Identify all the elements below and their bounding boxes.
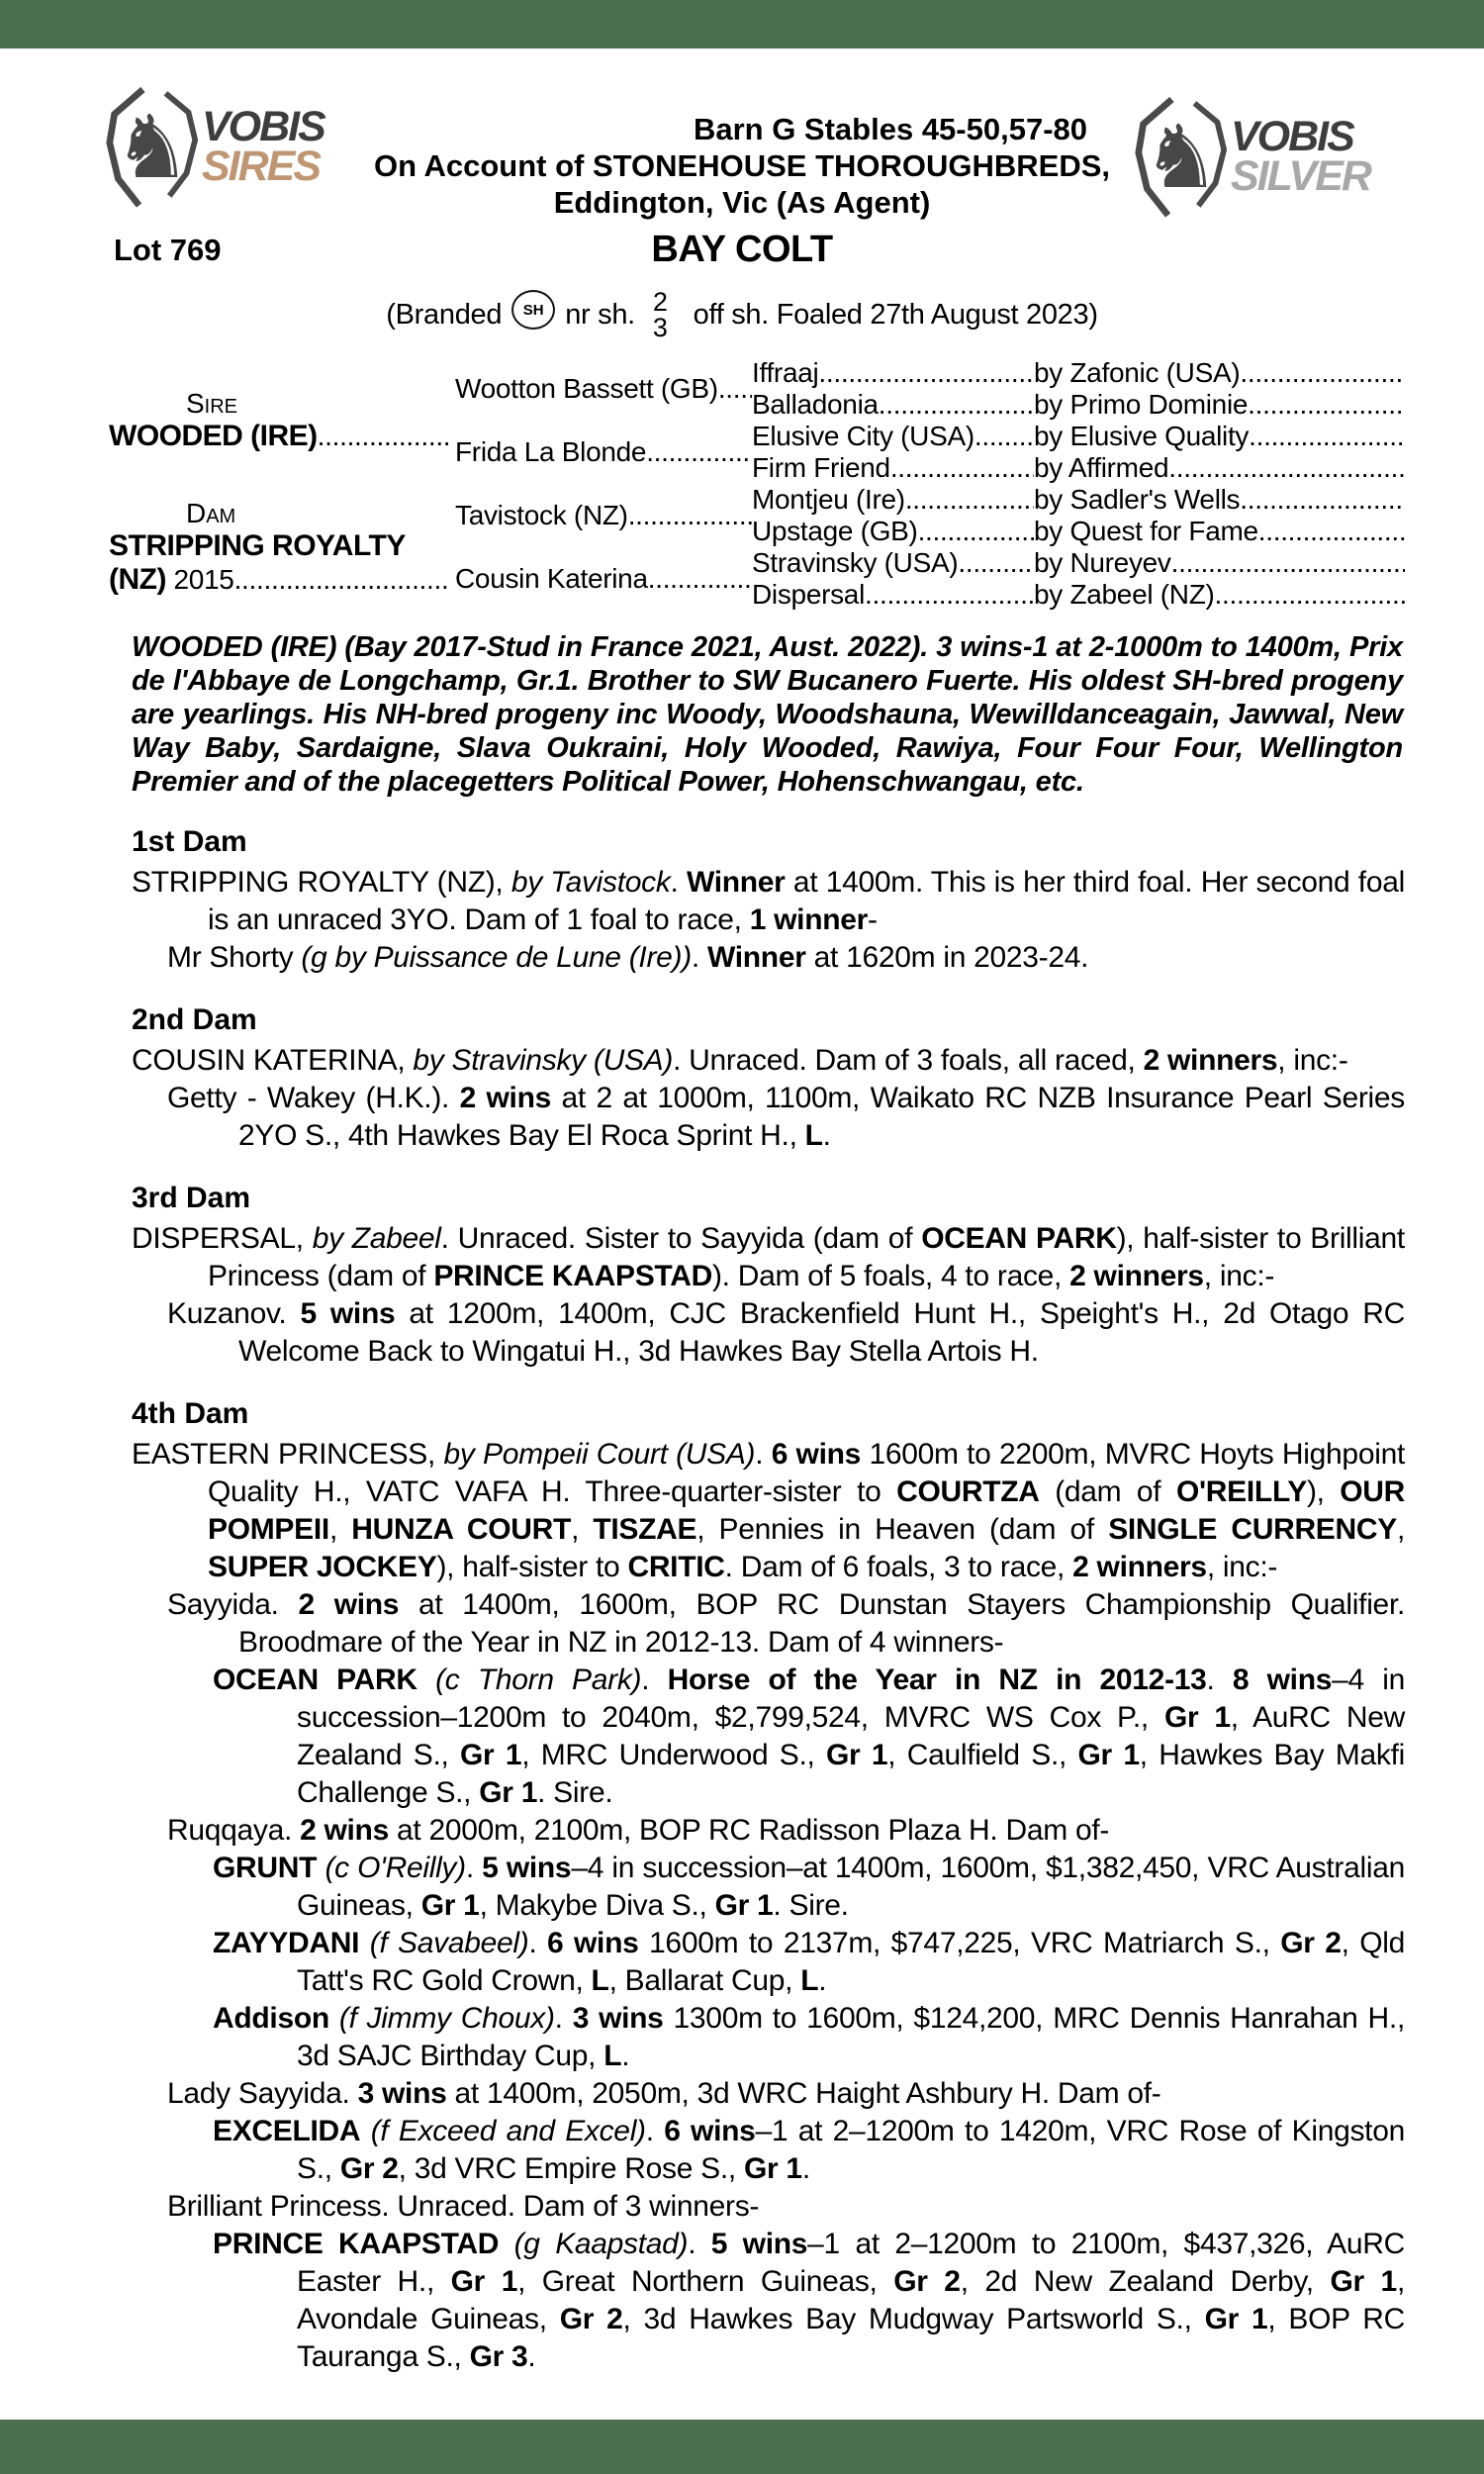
- parent-name: Frida La Blonde: [455, 436, 647, 467]
- bottom-green-bar: [0, 2420, 1484, 2474]
- fraction-top: 2: [652, 287, 668, 317]
- dot-leader: [718, 373, 752, 405]
- grandparent-name: Stravinsky (USA): [752, 547, 959, 578]
- dam-paragraph: COUSIN KATERINA, by Stravinsky (USA). Unraced. Dam of 3 foals, all raced, 2 winners, inc:-: [132, 1044, 1348, 1077]
- progeny-paragraph: Brilliant Princess. Unraced. Dam of 3 winners-: [167, 2190, 760, 2223]
- dot-leader: [1240, 357, 1405, 389]
- dot-leader: [818, 357, 1034, 389]
- dot-leader: [1215, 579, 1405, 611]
- grandparent-sire: by Zafonic (USA): [1034, 357, 1241, 388]
- progeny-paragraph: PRINCE KAAPSTAD (g Kaapstad). 5 wins–1 at 2–1200m to 2100m, $437,326, AuRC Easter H., Gr 1, Great Northern Guineas, Gr 2, 2d New Zealand Derby, Gr 1, Avondale Guineas, Gr 2, 3d Hawkes Bay Mudgway Partsworld S., Gr 1, BOP RC Tauranga S., Gr 3.: [213, 2228, 1405, 2373]
- dot-leader: [1258, 516, 1405, 547]
- branded-line: [0, 282, 1484, 347]
- horse-rider-icon: [105, 85, 200, 210]
- pedigree-table: [109, 357, 1405, 611]
- dam-name: STRIPPING ROYALTY: [109, 529, 406, 562]
- dot-leader: [890, 452, 1034, 484]
- brand-fraction: [653, 289, 668, 340]
- dot-leader: [918, 516, 1034, 547]
- section-3rd-dam: [132, 1181, 1405, 1371]
- logo-word-sires: SIRES: [202, 143, 321, 190]
- grandparent-name: Balladonia: [752, 389, 879, 420]
- grandparent-name: Elusive City (USA): [752, 421, 974, 451]
- dot-leader: [628, 500, 752, 531]
- dam-paragraph: DISPERSAL, by Zabeel. Unraced. Sister to Sayyida (dam of OCEAN PARK), half-sister to Brilliant Princess (dam of PRINCE KAAPSTAD). Dam of 5 foals, 4 to race, 2 winners, inc:-: [132, 1222, 1405, 1292]
- lot-number: Lot 769: [114, 233, 222, 267]
- section-1st-dam: [132, 824, 1405, 977]
- page-title: BAY COLT: [651, 229, 833, 270]
- dot-leader: [1249, 421, 1405, 452]
- sire-name: WOODED (IRE): [109, 420, 318, 452]
- branded-mid: nr sh.: [565, 298, 635, 331]
- grandparent-name: Upstage (GB): [752, 516, 918, 546]
- dam-year-value: 2015: [173, 564, 234, 595]
- dot-leader: [958, 547, 1034, 579]
- svg-text:♞: ♞: [113, 95, 192, 198]
- dam-paragraph: EASTERN PRINCESS, by Pompeii Court (USA). 6 wins 1600m to 2200m, MVRC Hoyts Highpoint Quality H., VATC VAFA H. Three-quarter-sister to COURTZA (dam of O'REILLY), OUR POMPEII, HUNZA COURT, TISZAE, Pennies in Heaven (dam of SINGLE CURRENCY, SUPER JOCKEY), half-sister to CRITIC. Dam of 6 foals, 3 to race, 2 winners, inc:-: [132, 1438, 1406, 1583]
- grandparent-name: Iffraaj: [752, 357, 819, 388]
- lot-row: [0, 229, 1484, 276]
- dot-leader: [1168, 452, 1405, 484]
- section-2nd-dam: [132, 1002, 1405, 1155]
- grandparent-sire: by Elusive Quality: [1034, 421, 1250, 451]
- parent-name: Tavistock (NZ): [455, 500, 628, 530]
- progeny-paragraph: Kuzanov. 5 wins at 1200m, 1400m, CJC Brackenfield Hunt H., Speight's H., 2d Otago RC Welcome Back to Wingatui H., 3d Hawkes Bay Stella Artois H.: [167, 1297, 1405, 1368]
- grandparent-name: Dispersal: [752, 579, 866, 610]
- dot-leader: [648, 563, 752, 595]
- branded-prefix: (Branded: [386, 298, 503, 331]
- grandparent-name: Montjeu (Ire): [752, 484, 905, 515]
- parent-name: Cousin Katerina: [455, 563, 648, 594]
- header-location-line: Eddington, Vic (As Agent): [553, 185, 931, 220]
- dot-leader: [318, 421, 451, 452]
- progeny-paragraph: Lady Sayyida. 3 wins at 1400m, 2050m, 3d WRC Haight Ashbury H. Dam of-: [167, 2077, 1161, 2110]
- sire-label: Sire: [186, 388, 238, 419]
- parent-name: Wootton Bassett (GB): [455, 373, 718, 404]
- svg-text:♞: ♞: [1142, 105, 1221, 208]
- section-heading: 3rd Dam: [132, 1182, 251, 1214]
- logo-word-vobis: VOBIS: [1231, 113, 1353, 161]
- logo-word-silver: SILVER: [1231, 152, 1370, 200]
- dot-leader: [646, 436, 752, 468]
- fraction-bottom: 3: [652, 313, 668, 342]
- grandparent-sire: by Quest for Fame: [1034, 516, 1258, 546]
- branded-suffix: off sh. Foaled 27th August 2023): [693, 298, 1098, 331]
- progeny-paragraph: EXCELIDA (f Exceed and Excel). 6 wins–1 at 2–1200m to 1420m, VRC Rose of Kingston S., Gr 2, 3d VRC Empire Rose S., Gr 1.: [213, 2115, 1405, 2185]
- section-heading: 1st Dam: [132, 825, 247, 858]
- dam-name-suffix: (NZ): [109, 563, 166, 596]
- dam-block: [109, 484, 455, 611]
- progeny-paragraph: Ruqqaya. 2 wins at 2000m, 2100m, BOP RC Radisson Plaza H. Dam of-: [167, 1814, 1110, 1847]
- grandparent-name: Firm Friend: [752, 452, 890, 483]
- grandparent-sire: by Sadler's Wells: [1034, 484, 1241, 515]
- grandparent-sire: by Primo Dominie: [1034, 389, 1249, 420]
- progeny-paragraph: Getty - Wakey (H.K.). 2 wins at 2 at 1000m, 1100m, Waikato RC NZB Insurance Pearl Series 2YO S., 4th Hawkes Bay El Roca Sprint H., L.: [167, 1082, 1406, 1152]
- progeny-paragraph: OCEAN PARK (c Thorn Park). Horse of the Year in NZ in 2012-13. 8 wins–4 in succession–1200m to 2040m, $2,799,524, MVRC WS Cox P., Gr 1, AuRC New Zealand S., Gr 1, MRC Underwood S., Gr 1, Caulfield S., Gr 1, Hawkes Bay Makfi Challenge S., Gr 1. Sire.: [213, 1664, 1406, 1809]
- dot-leader: [905, 484, 1034, 516]
- progeny-paragraph: Mr Shorty (g by Puissance de Lune (Ire)). Winner at 1620m in 2023-24.: [167, 941, 1089, 974]
- progeny-paragraph: Addison (f Jimmy Choux). 3 wins 1300m to 1600m, $124,200, MRC Dennis Hanrahan H., 3d SAJC Birthday Cup, L.: [213, 2002, 1405, 2072]
- grandparent-sire: by Zabeel (NZ): [1034, 579, 1215, 610]
- dot-leader: [974, 421, 1034, 452]
- section-heading: 2nd Dam: [132, 1003, 257, 1036]
- logo-word-vobis: VOBIS: [202, 103, 325, 151]
- sire-summary: WOODED (IRE) (Bay 2017-Stud in France 2021, Aust. 2022). 3 wins-1 at 2-1000m to 1400m, Prix de l'Abbaye de Longchamp, Gr.1. Brother to SW Bucanero Fuerte. His oldest SH-bred progeny are yearlings. His NH-bred progeny inc Woody, Woodshauna, Wewilldanceagain, Jawwal, New Way Baby, Sardaigne, Slava Oukraini, Holy Wooded, Rawiya, Four Four Four, Wellington Premier and of the placegetters Political Power, Hohenschwangau, etc.: [132, 631, 1403, 798]
- top-green-bar: [0, 0, 1484, 48]
- brand-mark: SH: [511, 290, 555, 330]
- section-4th-dam: [132, 1396, 1405, 2376]
- progeny-paragraph: ZAYYDANI (f Savabeel). 6 wins 1600m to 2137m, $747,225, VRC Matriarch S., Gr 2, Qld Tatt's RC Gold Crown, L, Ballarat Cup, L.: [213, 1927, 1405, 1997]
- dot-leader: [865, 579, 1034, 611]
- progeny-paragraph: GRUNT (c O'Reilly). 5 wins–4 in succession–at 1400m, 1600m, $1,382,450, VRC Australian Guineas, Gr 1, Makybe Diva S., Gr 1. Sire.: [213, 1852, 1405, 1922]
- grandparent-sire: by Affirmed: [1034, 452, 1169, 483]
- dot-leader: [1240, 484, 1405, 516]
- progeny-paragraph: Sayyida. 2 wins at 1400m, 1600m, BOP RC Dunstan Stayers Championship Qualifier. Broodmare of the Year in NZ in 2012-13. Dam of 4 winners-: [167, 1588, 1406, 1659]
- pedigree-text: [132, 824, 1405, 2376]
- sire-block: [109, 357, 455, 484]
- dot-leader: [1248, 389, 1405, 421]
- header-account-line: On Account of STONEHOUSE THOROUGHBREDS,: [373, 148, 1111, 183]
- dam-label: Dam: [186, 498, 236, 528]
- section-heading: 4th Dam: [132, 1397, 249, 1430]
- dot-leader: [234, 564, 451, 596]
- dam-paragraph: STRIPPING ROYALTY (NZ), by Tavistock. Winner at 1400m. This is her third foal. Her second foal is an unraced 3YO. Dam of 1 foal to race, 1 winner-: [132, 866, 1405, 936]
- grandparent-sire: by Nureyev: [1034, 547, 1171, 578]
- dot-leader: [1171, 547, 1405, 579]
- header-barn-line: Barn G Stables 45-50,57-80: [693, 112, 1088, 146]
- dot-leader: [879, 389, 1034, 421]
- vobis-sires-logo: [105, 85, 325, 210]
